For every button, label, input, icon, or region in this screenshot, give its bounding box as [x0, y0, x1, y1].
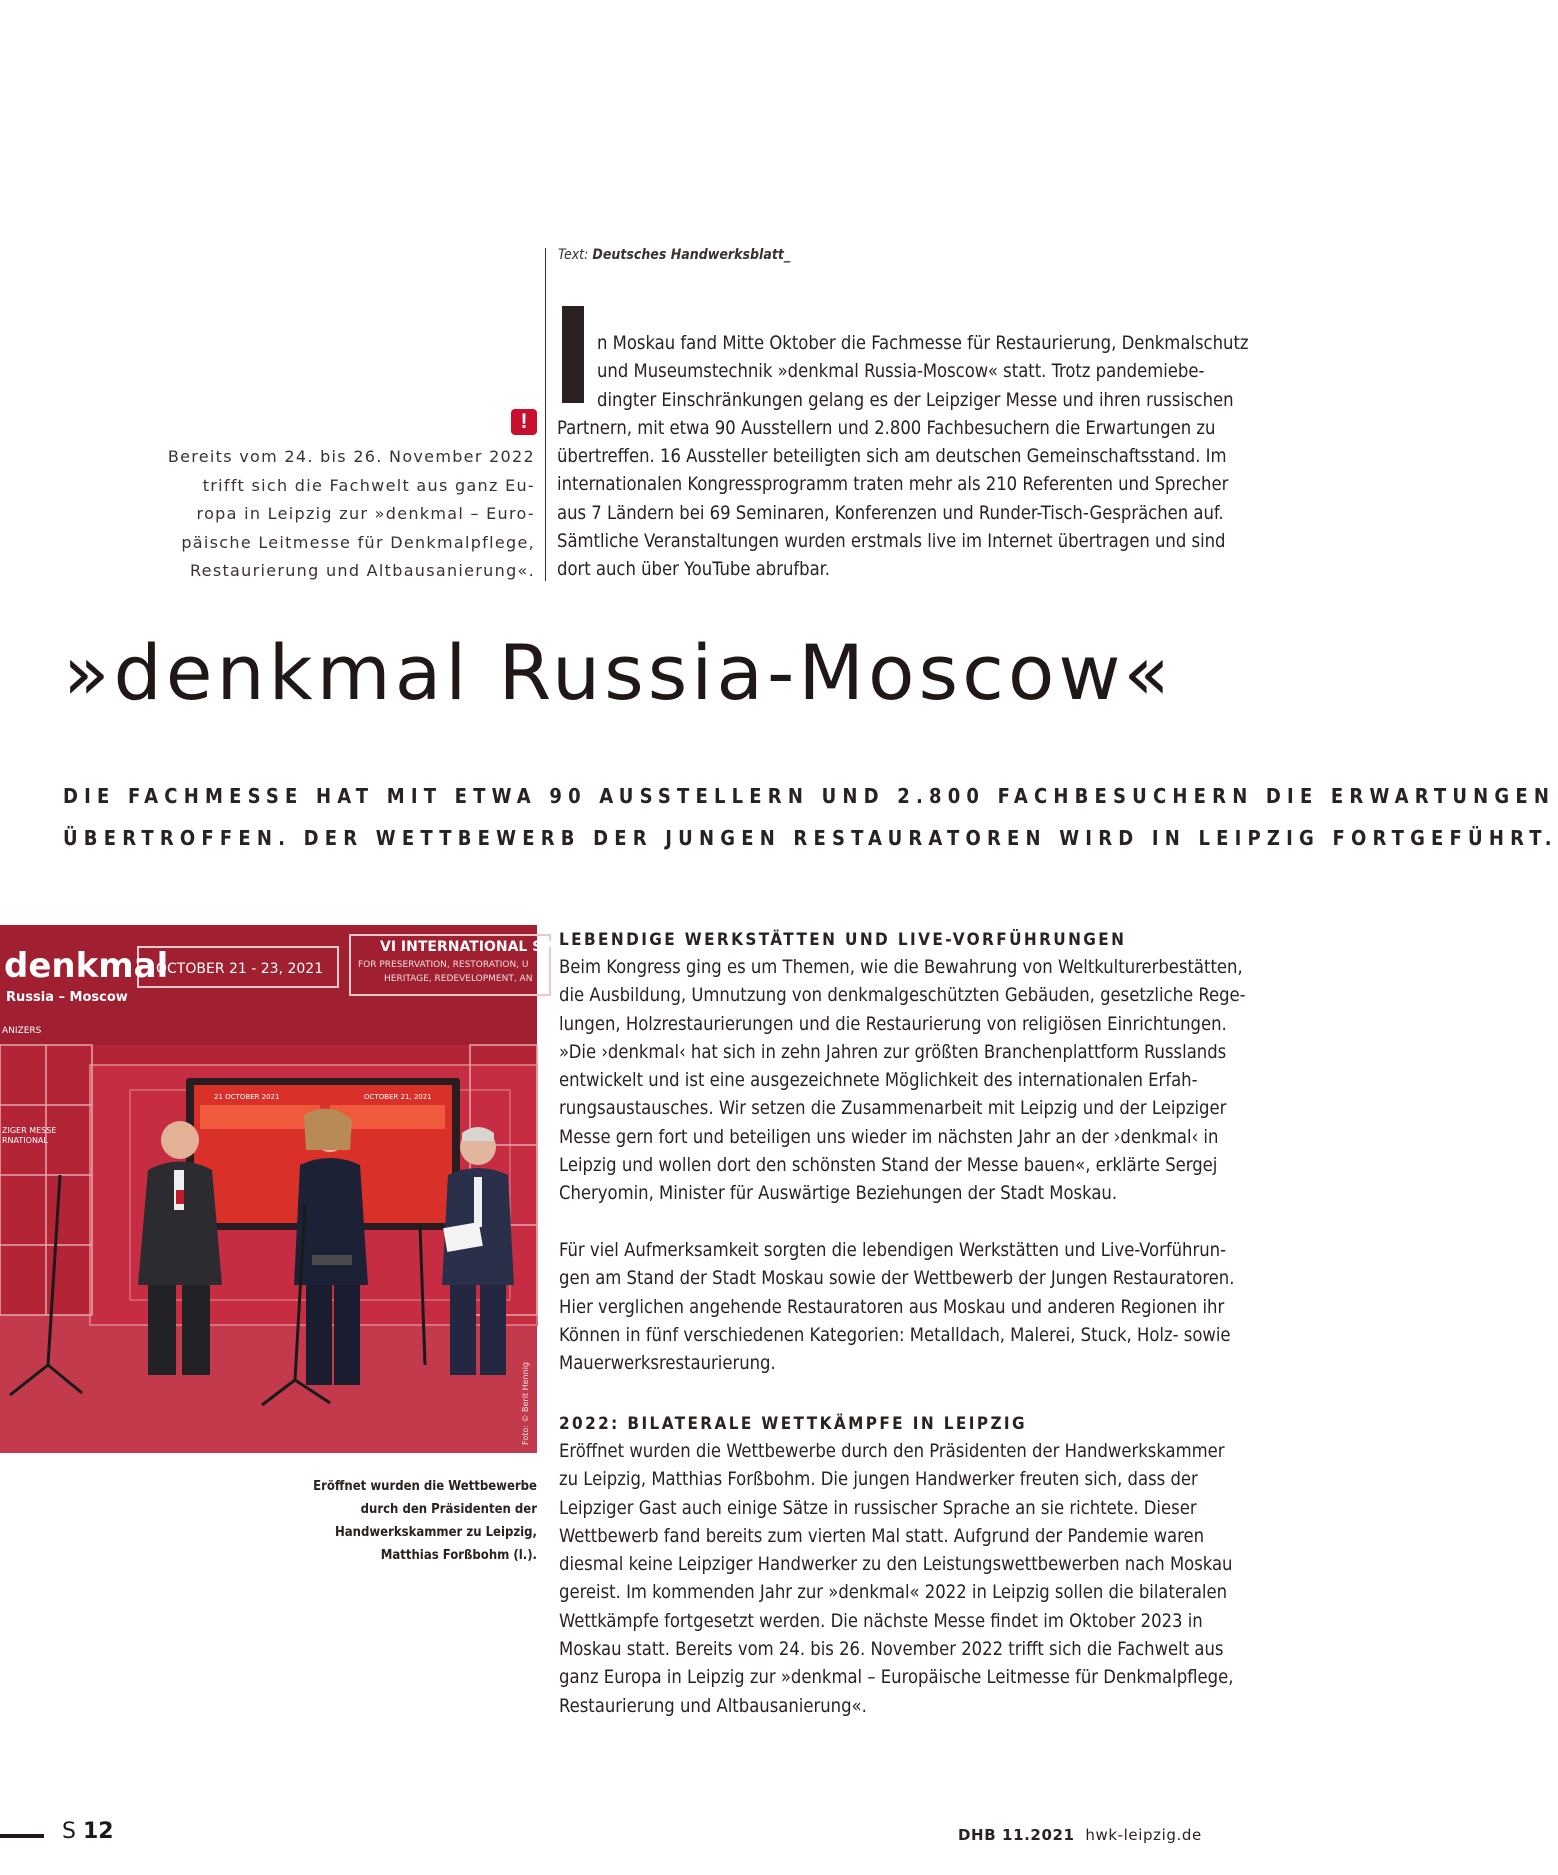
section-heading: LEBENDIGE WERKSTÄTTEN UND LIVE-VORFÜHRUNGEN: [559, 930, 1127, 950]
lead-line: aus 7 Ländern bei 69 Seminaren, Konferenzen und Runder-Tisch-Gesprächen auf.: [557, 502, 1224, 524]
issue-label: DHB 11.2021: [958, 1826, 1075, 1844]
caption-line: Eröffnet wurden die Wettbewerbe: [313, 1479, 537, 1494]
section-heading: 2022: BILATERALE WETTKÄMPFE IN LEIPZIG: [559, 1414, 1027, 1434]
body-line: zu Leipzig, Matthias Forßbohm. Die jungen Handwerker freuten sich, dass der: [559, 1469, 1198, 1491]
body-line: gen am Stand der Stadt Moskau sowie der Wettbewerb der Jungen Restauratoren.: [559, 1268, 1235, 1290]
body-line: Moskau statt. Bereits vom 24. bis 26. November 2022 trifft sich die Fachwelt aus: [559, 1639, 1224, 1661]
banner-intl-sub2: HERITAGE, REDEVELOPMENT, AN: [384, 974, 533, 984]
side-note-line: päische Leitmesse für Denkmalpflege,: [181, 532, 535, 552]
body-line: »Die ›denkmal‹ hat sich in zehn Jahren zur größten Branchenplattform Russlands: [559, 1041, 1227, 1063]
lead-line: n Moskau fand Mitte Oktober die Fachmesse für Restaurierung, Denkmalschutz: [597, 333, 1249, 354]
side-note-line: ropa in Leipzig zur »denkmal – Euro-: [196, 504, 535, 523]
body-line: rungsaustausches. Wir setzen die Zusammenarbeit mit Leipzig und der Leipziger: [559, 1098, 1227, 1120]
photo-credit: Foto: © Berit Hennig: [521, 1361, 530, 1445]
body-line: Leipziger Gast auch einige Sätze in russischer Sprache an sie richtete. Dieser: [559, 1497, 1197, 1519]
caption-line: Handwerkskammer zu Leipzig,: [334, 1525, 537, 1540]
side-note-line: trifft sich die Fachwelt aus ganz Eu-: [202, 475, 535, 495]
body-line: Leipzig und wollen dort den schönsten Stand der Messe bauen«, erklärte Sergej: [559, 1155, 1218, 1177]
body-line: Restaurierung und Altbausanierung«.: [559, 1695, 867, 1717]
author-credit: [558, 247, 790, 263]
body-line: Hier verglichen angehende Restauratoren aus Moskau und anderen Regionen ihr: [559, 1296, 1225, 1318]
page-number: [62, 1819, 114, 1844]
body-line: Für viel Aufmerksamkeit sorgten die lebendigen Werkstätten und Live-Vorführun-: [559, 1240, 1227, 1261]
body-line: Können in fünf verschiedenen Kategorien: Metalldach, Malerei, Stuck, Holz- sowie: [559, 1324, 1231, 1346]
article-subtitle: [63, 775, 1558, 859]
body-line: entwickelt und ist eine ausgezeichnete Möglichkeit des internationalen Erfah-: [559, 1070, 1198, 1092]
side-label: ANIZERS: [2, 1026, 42, 1036]
body-line: Cheryomin, Minister für Auswärtige Beziehungen der Stadt Moskau.: [559, 1183, 1118, 1205]
lead-line: übertreffen. 16 Aussteller beteiligten sich am deutschen Gemeinschaftsstand. Im: [557, 446, 1227, 468]
caption-line: Matthias Forßbohm (l.).: [380, 1548, 537, 1563]
screen-date: 21 OCTOBER 2021: [214, 1093, 280, 1101]
body-line: Messe gern fort und beteiligen uns wieder im nächsten Jahr an der ›denkmal‹ in: [559, 1126, 1219, 1148]
lead-line: internationalen Kongressprogramm traten mehr als 210 Referenten und Sprecher: [557, 474, 1229, 496]
article-title: »denkmal Russia-Moscow«: [63, 628, 1174, 717]
subtitle-line: ÜBERTROFFEN. DER WETTBEWERB DER JUNGEN RESTAURATOREN WIRD IN LEIPZIG FORTGEFÜHRT.: [63, 826, 1558, 850]
photo-caption: [300, 1475, 537, 1567]
body-line: Mauerwerksrestaurierung.: [559, 1353, 776, 1375]
caption-line: durch den Präsidenten der: [360, 1502, 537, 1517]
side-note-line: Restaurierung und Altbausanierung«.: [189, 561, 535, 580]
banner-date: OCTOBER 21 - 23, 2021: [156, 961, 324, 977]
body-line: lungen, Holzrestaurierungen und die Restaurierung von religiösen Einrichtungen.: [559, 1013, 1227, 1035]
lead-line: und Museumstechnik »denkmal Russia-Moscow« statt. Trotz pandemiebe-: [597, 361, 1205, 383]
lead-line: dort auch über YouTube abrufbar.: [557, 559, 830, 581]
body-line: gereist. Im kommenden Jahr zur »denkmal« 2022 in Leipzig sollen die bilateralen: [559, 1582, 1228, 1604]
footer-bar: [0, 1834, 44, 1838]
screen-date: OCTOBER 21, 2021: [364, 1093, 432, 1101]
section-live-demos-p2: [559, 1237, 1233, 1378]
side-label: ZIGER MESSE: [2, 1126, 57, 1135]
event-photo: [0, 925, 563, 1453]
credit-prefix: Text:: [558, 247, 589, 263]
body-line: Beim Kongress ging es um Themen, wie die Bewahrung von Weltkulturerbestätten,: [559, 957, 1243, 978]
body-line: Wettbewerb fand bereits zum vierten Mal statt. Aufgrund der Pandemie waren: [559, 1525, 1205, 1547]
footer-issue: [958, 1826, 1202, 1844]
banner-logo-small: Russia – Moscow: [6, 990, 128, 1005]
side-note-line: Bereits vom 24. bis 26. November 2022: [167, 447, 535, 466]
body-line: ganz Europa in Leipzig zur »denkmal – Europäische Leitmesse für Denkmalpflege,: [559, 1667, 1234, 1689]
lead-line: Sämtliche Veranstaltungen wurden erstmals live im Internet übertragen und sind: [557, 531, 1226, 553]
body-line: Wettkämpfe fortgesetzt werden. Die nächste Messe findet im Oktober 2023 in: [559, 1610, 1203, 1632]
lead-line: dingter Einschränkungen gelang es der Leipziger Messe und ihren russischen: [597, 389, 1234, 411]
banner-logo-big: denkmal: [4, 946, 169, 986]
section-live-demos: [559, 926, 1246, 1209]
body-line: Eröffnet wurden die Wettbewerbe durch den Präsidenten der Handwerkskammer: [559, 1441, 1225, 1462]
exclamation-icon: !: [511, 409, 537, 435]
side-note: [150, 443, 535, 586]
lead-paragraph: [557, 330, 1249, 585]
page-prefix: S: [62, 1819, 76, 1844]
side-label: RNATIONAL: [2, 1136, 48, 1145]
lead-line: Partnern, mit etwa 90 Ausstellern und 2.800 Fachbesuchern die Erwartungen zu: [557, 417, 1216, 439]
banner-intl-sub1: FOR PRESERVATION, RESTORATION, U: [358, 960, 529, 970]
column-divider: [545, 248, 546, 581]
page-number-value: 12: [82, 1819, 114, 1844]
banner-intl-title: VI INTERNATIONAL SPE: [380, 939, 563, 955]
subtitle-line: DIE FACHMESSE HAT MIT ETWA 90 AUSSTELLERN UND 2.800 FACHBESUCHERN DIE ERWARTUNGEN: [63, 784, 1556, 808]
body-line: diesmal keine Leipziger Handwerker zu den Leistungswettbewerben nach Moskau: [559, 1554, 1233, 1576]
body-line: die Ausbildung, Umnutzung von denkmalgeschützten Gebäuden, gesetzliche Rege-: [559, 985, 1246, 1007]
credit-author: Deutsches Handwerksblatt_: [592, 247, 791, 263]
section-bilateral: [559, 1410, 1233, 1721]
website-label: hwk-leipzig.de: [1085, 1826, 1202, 1844]
